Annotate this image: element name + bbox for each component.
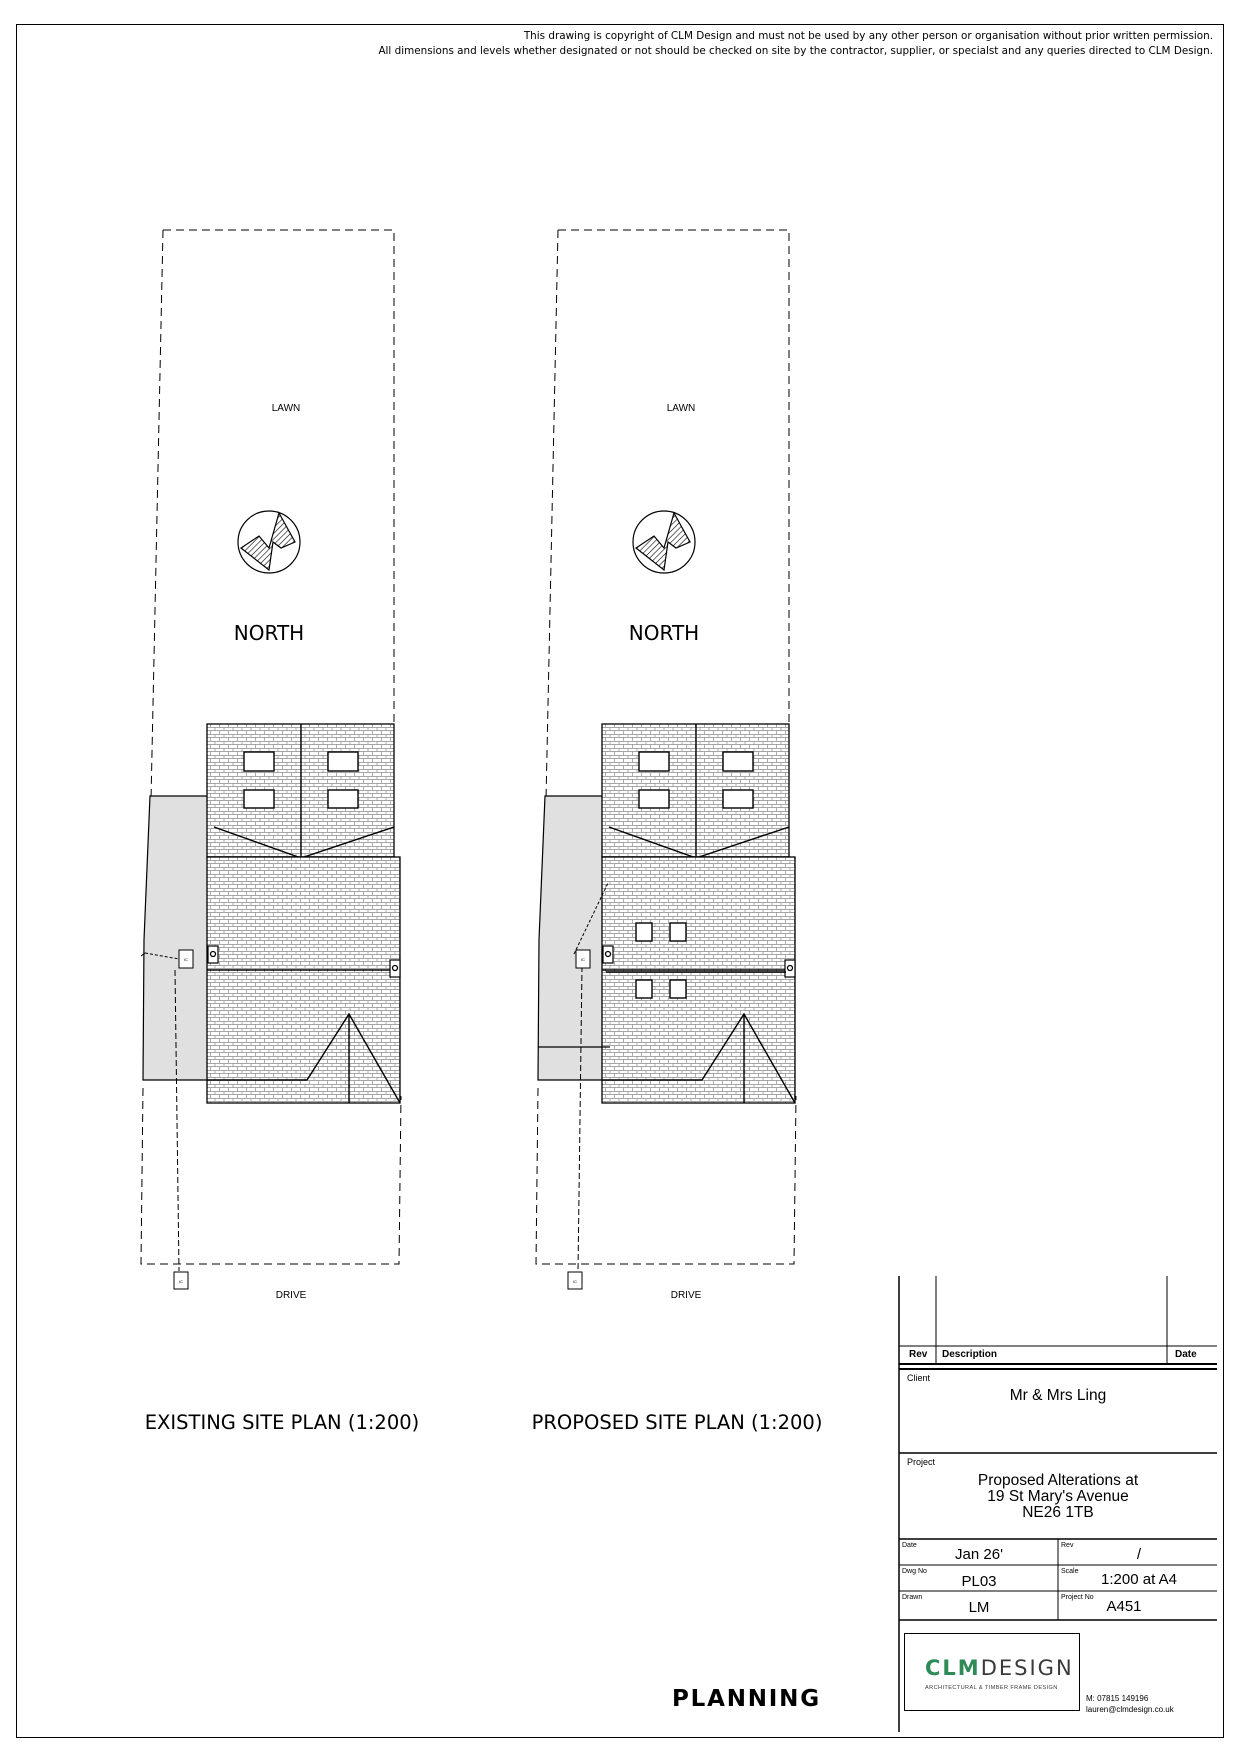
drive-label: DRIVE — [275, 1290, 307, 1301]
project-line-3: NE26 1TB — [1022, 1504, 1094, 1521]
contact-details — [1086, 1693, 1174, 1715]
project-no-label: Project No — [1061, 1594, 1094, 1601]
ic-label: IC — [179, 1279, 183, 1284]
logo-text-clm: CLM — [925, 1656, 981, 1680]
rev-label: Rev — [1061, 1542, 1074, 1549]
ic-label: IC — [581, 957, 585, 962]
client-label: Client — [907, 1373, 931, 1383]
rooflight — [636, 980, 652, 998]
drawn-value: LM — [968, 1599, 990, 1616]
project-no-value: A451 — [1106, 1598, 1142, 1615]
plan-title: PROPOSED SITE PLAN (1:200) — [531, 1411, 823, 1434]
clm-design-logo — [904, 1633, 1080, 1711]
contact-phone: M: 07815 149196 — [1086, 1694, 1149, 1703]
drive-label: DRIVE — [670, 1290, 702, 1301]
rooflight — [670, 923, 686, 941]
north-label: NORTH — [233, 621, 305, 645]
scale-label: Scale — [1061, 1568, 1079, 1575]
date-label: Date — [902, 1542, 917, 1549]
date-header: Date — [1175, 1349, 1197, 1360]
contact-email: lauren@clmdesign.co.uk — [1086, 1705, 1174, 1714]
rev-header: Rev — [909, 1349, 928, 1360]
lawn-label: LAWN — [271, 403, 301, 414]
project-line-2: 19 St Mary's Avenue — [987, 1488, 1129, 1505]
copyright-line-1: This drawing is copyright of CLM Design and must not be used by any other person or organisation without prior written permission. — [523, 30, 1213, 42]
north-label: NORTH — [628, 621, 700, 645]
project-line-1: Proposed Alterations at — [977, 1472, 1139, 1489]
proposed-site-plan — [532, 230, 823, 1434]
logo-text-design: DESIGN — [980, 1656, 1074, 1680]
logo-subtitle: ARCHITECTURAL & TIMBER FRAME DESIGN — [925, 1685, 1058, 1691]
rooflight — [636, 923, 652, 941]
dwg-value: PL03 — [961, 1573, 997, 1590]
plan-title: EXISTING SITE PLAN (1:200) — [144, 1411, 420, 1434]
planning-stamp: PLANNING — [672, 1686, 821, 1712]
scale-value: 1:200 at A4 — [1101, 1571, 1177, 1588]
dwg-label: Dwg No — [902, 1568, 927, 1575]
lawn-label: LAWN — [666, 403, 696, 414]
ic-label: IC — [573, 1279, 577, 1284]
description-header: Description — [942, 1349, 998, 1360]
existing-site-plan — [141, 230, 419, 1434]
drawn-label: Drawn — [902, 1594, 923, 1601]
rooflight — [670, 980, 686, 998]
date-value: Jan 26' — [955, 1546, 1003, 1563]
title-block — [899, 1276, 1217, 1732]
rev-value: / — [1136, 1546, 1142, 1563]
ic-label: IC — [184, 957, 188, 962]
copyright-line-2: All dimensions and levels whether designated or not should be checked on site by the contractor, supplier, or specialst and any queries directed to CLM Design. — [378, 45, 1213, 57]
client-value: Mr & Mrs Ling — [1009, 1387, 1107, 1404]
project-label: Project — [907, 1457, 936, 1467]
